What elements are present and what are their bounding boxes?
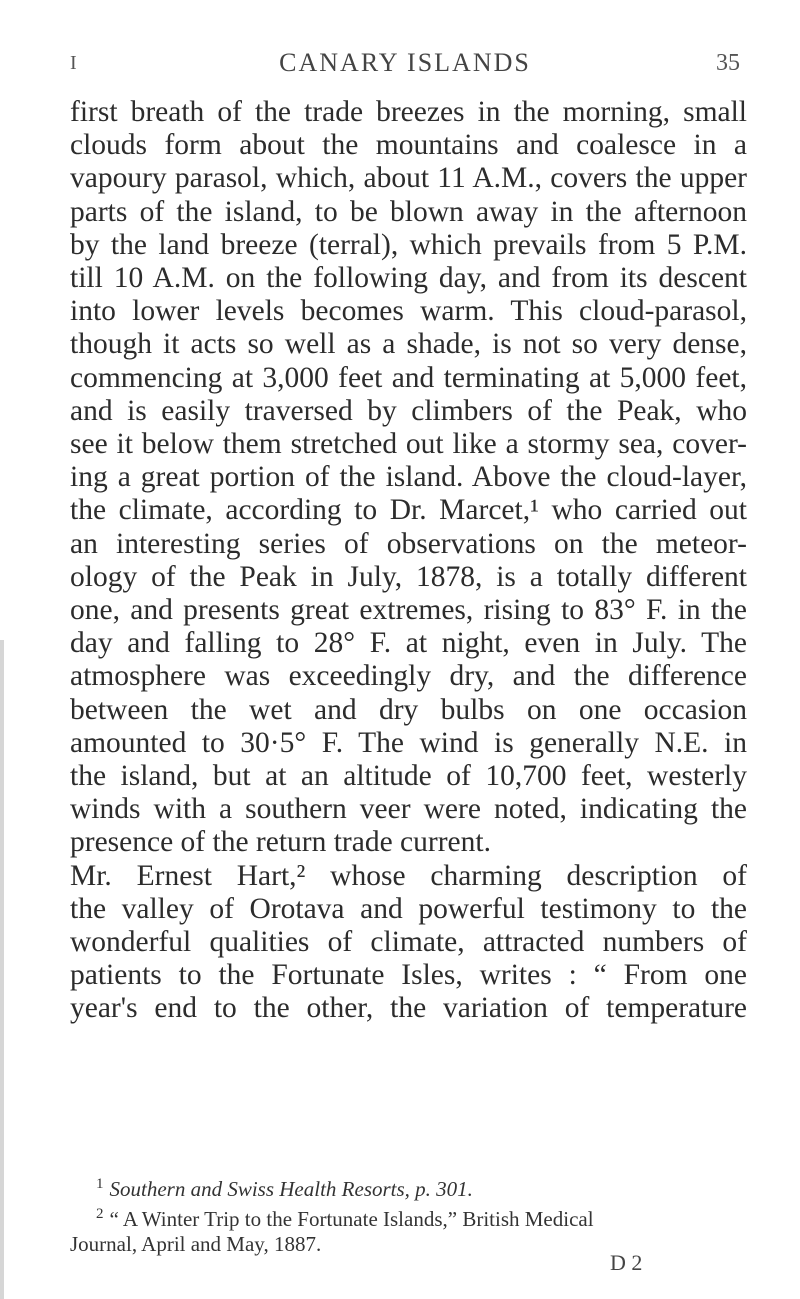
text-line: commencing at 3,000 feet and terminating at 5,000 feet, xyxy=(70,361,747,394)
text-line: see it below them stretched out like a stormy sea, cover- xyxy=(70,428,747,461)
text-line: amounted to 30·5° F. The wind is generally N.E. in xyxy=(70,726,747,759)
text-line: clouds form about the mountains and coalesce in a xyxy=(70,129,747,162)
running-header xyxy=(70,44,740,84)
footnote-marker: 2 xyxy=(96,1206,104,1222)
footnote-2 xyxy=(70,1202,747,1232)
paragraph-2 xyxy=(70,860,747,1026)
text-line: into lower levels becomes warm. This cloud-parasol, xyxy=(70,295,747,328)
signature-mark: D 2 xyxy=(610,1250,643,1275)
footnote-marker: 1 xyxy=(96,1176,104,1192)
text-line: an interesting series of observations on the meteor- xyxy=(70,527,747,560)
text-line: first breath of the trade breezes in the morning, small xyxy=(70,96,747,128)
page-edge-shadow xyxy=(0,640,4,1299)
text-line: by the land breeze (terral), which prevails from 5 P.M. xyxy=(70,228,747,261)
text-line: atmosphere was exceedingly dry, and the difference xyxy=(70,660,747,693)
text-line: till 10 A.M. on the following day, and from its descent xyxy=(70,262,747,295)
text-line: the valley of Orotava and powerful testimony to the xyxy=(70,892,747,925)
footnote-text: “ A Winter Trip to the Fortunate Islands,” British Medical xyxy=(109,1207,594,1231)
text-line: ology of the Peak in July, 1878, is a totally different xyxy=(70,560,747,593)
text-line: winds with a southern veer were noted, indicating the xyxy=(70,793,747,826)
text-line: day and falling to 28° F. at night, even in July. The xyxy=(70,627,747,660)
running-title: CANARY ISLANDS xyxy=(279,48,531,77)
text-line: ing a great portion of the island. Above the cloud-layer, xyxy=(70,461,747,494)
text-line: the climate, according to Dr. Marcet,¹ who carried out xyxy=(70,494,747,527)
chapter-number: I xyxy=(70,52,77,74)
text-line: Mr. Ernest Hart,² whose charming description of xyxy=(70,859,747,892)
text-line: between the wet and dry bulbs on one occasion xyxy=(70,693,747,726)
text-line: vapoury parasol, which, about 11 A.M., covers the upper xyxy=(70,162,747,195)
footnote-2-continuation: Journal, April and May, 1887. xyxy=(70,1232,322,1256)
text-line: year's end to the other, the variation of temperature xyxy=(70,992,747,1025)
text-line: the island, but at an altitude of 10,700 feet, westerly xyxy=(70,760,747,793)
footnote-text: Southern and Swiss Health Resorts, p. 301. xyxy=(109,1177,473,1201)
text-line: and is easily traversed by climbers of the Peak, who xyxy=(70,394,747,427)
text-line: patients to the Fortunate Isles, writes : “ From one xyxy=(70,959,747,992)
text-line: though it acts so well as a shade, is not so very dense, xyxy=(70,328,747,361)
text-line: wonderful qualities of climate, attracted numbers of xyxy=(70,926,747,959)
footnote-1 xyxy=(70,1172,747,1202)
text-line: one, and presents great extremes, rising to 83° F. in the xyxy=(70,594,747,627)
paragraph-1 xyxy=(70,96,747,860)
text-line: parts of the island, to be blown away in the afternoon xyxy=(70,195,747,228)
footnotes xyxy=(70,1172,747,1257)
page-number: 35 xyxy=(716,50,740,76)
body-text xyxy=(70,96,747,1026)
text-line: presence of the return trade current. xyxy=(70,826,491,859)
